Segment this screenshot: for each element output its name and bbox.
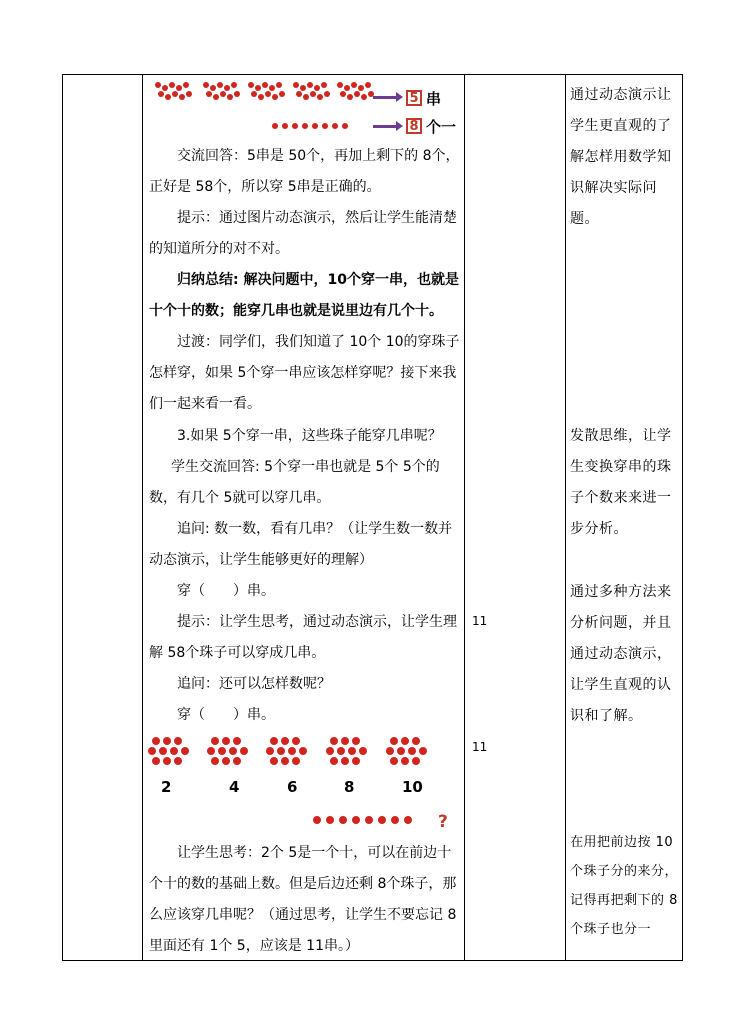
bead bbox=[229, 747, 237, 755]
bead bbox=[148, 747, 156, 755]
design-note: 发散思维，让学生变换穿串的珠子个数来来进一步分析。 bbox=[570, 428, 672, 537]
bead bbox=[293, 82, 299, 88]
bead bbox=[222, 737, 230, 745]
blank-answer: 穿（ ）串。 bbox=[177, 583, 275, 599]
count-label: 2 bbox=[161, 778, 172, 796]
bead bbox=[169, 82, 175, 88]
paragraph: 交流回答：5串是 50个，再加上剩下的 8个，正好是 58个，所以穿 5串是正确的。 bbox=[149, 148, 460, 195]
bead bbox=[322, 123, 328, 129]
bead bbox=[163, 737, 171, 745]
bead bbox=[272, 94, 278, 100]
bead bbox=[203, 82, 209, 88]
bead bbox=[258, 94, 264, 100]
bead bbox=[339, 816, 347, 824]
bead bbox=[390, 757, 398, 765]
arrow-icon bbox=[373, 125, 397, 128]
bead bbox=[176, 85, 182, 91]
bead bbox=[326, 816, 334, 824]
bead bbox=[222, 757, 230, 765]
bead bbox=[324, 91, 330, 97]
bead bbox=[310, 91, 316, 97]
bead bbox=[174, 737, 182, 745]
bead bbox=[292, 757, 300, 765]
bead bbox=[408, 747, 416, 755]
bead bbox=[207, 747, 215, 755]
bead bbox=[292, 737, 300, 745]
bead bbox=[359, 747, 367, 755]
bead bbox=[312, 123, 318, 129]
bead bbox=[282, 123, 288, 129]
bead bbox=[206, 91, 212, 97]
bead bbox=[302, 123, 308, 129]
bead bbox=[220, 91, 226, 97]
blank-answer: 穿（ ）串。 bbox=[177, 707, 275, 723]
bead bbox=[303, 94, 309, 100]
bead bbox=[234, 91, 240, 97]
bead bbox=[348, 747, 356, 755]
bead bbox=[330, 757, 338, 765]
bead bbox=[281, 757, 289, 765]
bead bbox=[255, 85, 261, 91]
bead bbox=[378, 816, 386, 824]
bead bbox=[170, 747, 178, 755]
bead bbox=[419, 747, 427, 755]
paragraph: 过渡：同学们，我们知道了 10个 10的穿珠子怎样穿，如果 5个穿一串应该怎样穿呢？接下来我们一起来看一看。 bbox=[149, 334, 460, 412]
bead bbox=[159, 747, 167, 755]
bead bbox=[390, 737, 398, 745]
time-value: 11 bbox=[472, 740, 488, 754]
time-value: 11 bbox=[472, 614, 488, 628]
paragraph: 追问：还可以怎样数呢？ bbox=[177, 676, 331, 692]
bead bbox=[358, 85, 364, 91]
bead bbox=[401, 757, 409, 765]
bead bbox=[321, 82, 327, 88]
bead bbox=[183, 82, 189, 88]
bead bbox=[270, 757, 278, 765]
unit-label: 个一 bbox=[426, 118, 457, 136]
bead bbox=[179, 94, 185, 100]
bead bbox=[354, 91, 360, 97]
bead bbox=[269, 85, 275, 91]
bead bbox=[404, 816, 412, 824]
bead bbox=[341, 757, 349, 765]
bead bbox=[152, 757, 160, 765]
bead bbox=[181, 747, 189, 755]
bead bbox=[233, 757, 241, 765]
bead bbox=[292, 123, 298, 129]
bead bbox=[162, 85, 168, 91]
arrow-icon bbox=[373, 96, 397, 99]
bead bbox=[265, 91, 271, 97]
bead bbox=[365, 82, 371, 88]
table-column-divider bbox=[464, 74, 465, 961]
bead bbox=[217, 82, 223, 88]
bead bbox=[165, 94, 171, 100]
bead bbox=[313, 816, 321, 824]
bead bbox=[276, 82, 282, 88]
count-label: 4 bbox=[229, 778, 240, 796]
bead bbox=[218, 747, 226, 755]
bead bbox=[361, 94, 367, 100]
bead bbox=[155, 82, 161, 88]
bead bbox=[391, 816, 399, 824]
bead bbox=[351, 82, 357, 88]
bead bbox=[401, 737, 409, 745]
count-label: 8 bbox=[344, 778, 355, 796]
bead bbox=[352, 816, 360, 824]
bead bbox=[262, 82, 268, 88]
bead bbox=[342, 123, 348, 129]
table-column-divider bbox=[142, 74, 143, 961]
bead bbox=[365, 816, 373, 824]
bead bbox=[341, 737, 349, 745]
bead bbox=[172, 91, 178, 97]
bead bbox=[344, 85, 350, 91]
bead bbox=[299, 747, 307, 755]
table-column-divider bbox=[565, 74, 566, 961]
bead bbox=[210, 85, 216, 91]
bead bbox=[224, 85, 230, 91]
paragraph: 提示：通过图片动态演示，然后让学生能清楚的知道所分的对不对。 bbox=[149, 210, 457, 257]
answer-box: 8 bbox=[406, 118, 422, 134]
bead bbox=[240, 747, 248, 755]
bead bbox=[186, 91, 192, 97]
bead bbox=[332, 123, 338, 129]
bead bbox=[307, 82, 313, 88]
unit-label: 串 bbox=[426, 90, 442, 108]
bead bbox=[300, 85, 306, 91]
bead bbox=[163, 757, 171, 765]
design-note: 通过动态演示让学生更直观的了解怎样用数学知识解决实际问题。 bbox=[570, 87, 672, 227]
bead bbox=[337, 82, 343, 88]
paragraph: 学生交流回答: 5个穿一串也就是 5个 5个的数，有几个 5就可以穿几串。 bbox=[149, 459, 440, 506]
bead bbox=[158, 91, 164, 97]
bead bbox=[317, 94, 323, 100]
bead bbox=[326, 747, 334, 755]
bead bbox=[227, 94, 233, 100]
bead bbox=[211, 737, 219, 745]
bead bbox=[233, 737, 241, 745]
bead bbox=[412, 737, 420, 745]
bead bbox=[296, 91, 302, 97]
bead bbox=[272, 123, 278, 129]
answer-box: 5 bbox=[406, 90, 422, 106]
bead bbox=[412, 757, 420, 765]
bead bbox=[270, 737, 278, 745]
design-note: 在用把前边按 10个珠子分的来分，记得再把剩下的 8个珠子也分一 bbox=[570, 835, 679, 937]
bead bbox=[279, 91, 285, 97]
bead bbox=[248, 82, 254, 88]
paragraph: 让学生思考：2个 5是一个十，可以在前边十个十的数的基础上数。但是后边还剩 8个珠子，那么应该穿几串呢？（通过思考，让学生不要忘记 8里面还有 1个 5，应该是 11串。） bbox=[149, 845, 457, 954]
bead bbox=[266, 747, 274, 755]
bead bbox=[330, 737, 338, 745]
design-note: 通过多种方法来分析问题，并且通过动态演示，让学生直观的认识和了解。 bbox=[570, 584, 672, 724]
bead bbox=[231, 82, 237, 88]
bead bbox=[337, 747, 345, 755]
bead bbox=[340, 91, 346, 97]
bead bbox=[397, 747, 405, 755]
bead bbox=[352, 737, 360, 745]
bead bbox=[386, 747, 394, 755]
count-label: 10 bbox=[402, 778, 423, 796]
count-label: 6 bbox=[287, 778, 298, 796]
bead bbox=[213, 94, 219, 100]
summary-paragraph: 归纳总结: 解决问题中，10个穿一串，也就是十个十的数；能穿几串也就是说里边有几个十。 bbox=[149, 272, 459, 319]
bead bbox=[314, 85, 320, 91]
bead bbox=[152, 737, 160, 745]
paragraph: 追问: 数一数，看有几串？（让学生数一数并动态演示，让学生能够更好的理解） bbox=[149, 521, 453, 568]
question-paragraph: 3.如果 5个穿一串，这些珠子能穿几串呢？ bbox=[177, 428, 442, 444]
bead bbox=[281, 737, 289, 745]
bead bbox=[174, 757, 182, 765]
question-mark: ? bbox=[438, 812, 448, 832]
paragraph: 提示：让学生思考，通过动态演示，让学生理解 58个珠子可以穿成几串。 bbox=[149, 614, 457, 661]
bead bbox=[347, 94, 353, 100]
bead bbox=[352, 757, 360, 765]
bead bbox=[211, 757, 219, 765]
bead bbox=[251, 91, 257, 97]
bead bbox=[288, 747, 296, 755]
bead bbox=[277, 747, 285, 755]
